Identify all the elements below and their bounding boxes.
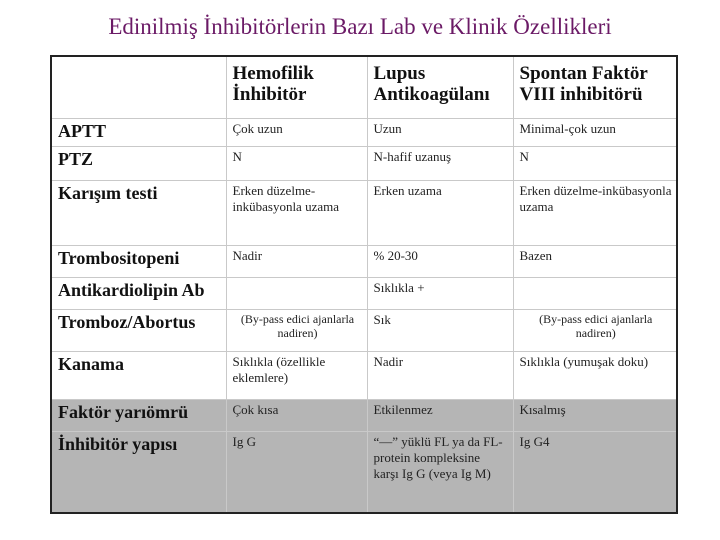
page-title: Edinilmiş İnhibitörlerin Bazı Lab ve Klinik Özellikleri: [108, 14, 612, 39]
table-cell: (By-pass edici ajanlarla nadiren): [513, 309, 677, 351]
table-cell: (By-pass edici ajanlarla nadiren): [226, 309, 367, 351]
table-cell: Kısalmış: [513, 399, 677, 431]
comparison-table: [50, 55, 678, 514]
row-label: Tromboz/Abortus: [51, 309, 226, 351]
header-cell: Hemofilik İnhibitör: [226, 56, 367, 118]
table-row: [51, 351, 677, 399]
table-row: [51, 180, 677, 245]
row-label: Trombositopeni: [51, 245, 226, 277]
table-cell: Çok uzun: [226, 118, 367, 146]
row-label: Antikardiolipin Ab: [51, 277, 226, 309]
header-cell: Lupus Antikoagülanı: [367, 56, 513, 118]
table-cell: Uzun: [367, 118, 513, 146]
table-cell: Minimal-çok uzun: [513, 118, 677, 146]
table-cell: [226, 277, 367, 309]
table-cell: Erken uzama: [367, 180, 513, 245]
header-cell: [51, 56, 226, 118]
table-cell: N: [226, 146, 367, 180]
table-cell: Bazen: [513, 245, 677, 277]
table-cell: Sıklıkla (yumuşak doku): [513, 351, 677, 399]
row-label: Kanama: [51, 351, 226, 399]
table-cell: Çok kısa: [226, 399, 367, 431]
table-cell: “—” yüklü FL ya da FL-protein kompleksine karşı Ig G (veya Ig M): [367, 431, 513, 513]
table-row: [51, 399, 677, 431]
row-label: PTZ: [51, 146, 226, 180]
table-cell: Sıklıkla +: [367, 277, 513, 309]
table-cell: N: [513, 146, 677, 180]
row-label: Faktör yarıömrü: [51, 399, 226, 431]
table-cell: % 20-30: [367, 245, 513, 277]
table-cell: N-hafif uzanuş: [367, 146, 513, 180]
table-row: [51, 431, 677, 513]
table-cell: Erken düzelme-inkübasyonla uzama: [513, 180, 677, 245]
table-row: [51, 146, 677, 180]
header-cell: Spontan Faktör VIII inhibitörü: [513, 56, 677, 118]
table-header-row: [51, 56, 677, 118]
table-cell: Etkilenmez: [367, 399, 513, 431]
table-row: [51, 277, 677, 309]
row-label: Karışım testi: [51, 180, 226, 245]
row-label: İnhibitör yapısı: [51, 431, 226, 513]
table-cell: Ig G: [226, 431, 367, 513]
row-label: APTT: [51, 118, 226, 146]
table-row: [51, 245, 677, 277]
table-cell: Nadir: [367, 351, 513, 399]
table-cell: Ig G4: [513, 431, 677, 513]
table-cell: Erken düzelme-inkübasyonla uzama: [226, 180, 367, 245]
table-cell: Sıklıkla (özellikle eklemlere): [226, 351, 367, 399]
table-cell: [513, 277, 677, 309]
table-row: [51, 309, 677, 351]
table-cell: Nadir: [226, 245, 367, 277]
table-row: [51, 118, 677, 146]
table-cell: Sık: [367, 309, 513, 351]
